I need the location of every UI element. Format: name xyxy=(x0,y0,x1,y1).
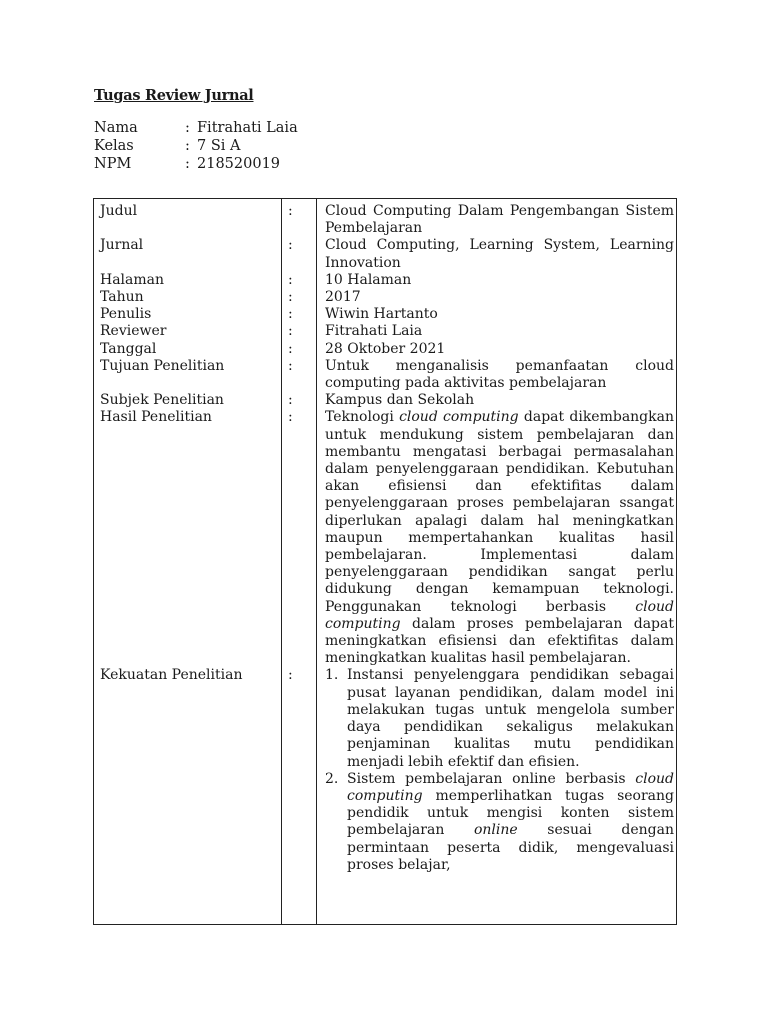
info-separator: : xyxy=(185,156,190,172)
row-label: Jurnal xyxy=(100,237,144,254)
kekuatan-list xyxy=(325,667,674,873)
info-separator: : xyxy=(185,138,190,154)
info-row-kelas xyxy=(94,137,298,155)
row-value: Cloud Computing, Learning System, Learning Innovation xyxy=(325,237,674,271)
row-label: Tahun xyxy=(100,289,144,306)
table-row xyxy=(94,203,676,237)
row-label: Reviewer xyxy=(100,323,167,340)
kekuatan-list-wrap xyxy=(325,667,674,873)
row-colon: : xyxy=(288,289,293,306)
table-row xyxy=(94,289,676,306)
text-run: memperlihatkan tugas seorang pendidik untuk mengisi konten sistem pembelajaran xyxy=(347,787,674,839)
text-run: Sistem pembelajaran online berbasis xyxy=(347,770,636,787)
row-label: Kekuatan Penelitian xyxy=(100,667,243,684)
list-item-text: Instansi penyelenggara pendidikan sebagai pusat layanan pendidikan, dalam model ini melakukan tugas untuk mengelola sumber daya pendidikan sekaligus melakukan penjaminan kualitas mutu pendidikan menjadi lebih efektif dan efisien. xyxy=(347,667,674,770)
hasil-paragraph xyxy=(325,409,674,667)
list-number: 1. xyxy=(325,667,339,684)
italic-term: online xyxy=(473,822,518,839)
table-row-hasil xyxy=(94,409,676,667)
info-row-nama xyxy=(94,119,298,137)
row-label: Subjek Penelitian xyxy=(100,392,224,409)
table-row xyxy=(94,272,676,289)
text-run: dalam proses pembelajaran dapat meningkatkan efisiensi dan efektifitas dalam meningkatkan kualitas hasil pembelajaran. xyxy=(325,615,674,667)
row-colon: : xyxy=(288,667,293,684)
info-separator: : xyxy=(185,120,190,136)
info-row-npm xyxy=(94,155,298,173)
row-value: Kampus dan Sekolah xyxy=(325,392,475,409)
row-colon: : xyxy=(288,203,293,219)
row-label: Judul xyxy=(100,203,138,219)
info-label: NPM xyxy=(94,156,132,172)
row-label: Hasil Penelitian xyxy=(100,409,212,426)
row-label: Halaman xyxy=(100,271,165,288)
table-row xyxy=(94,237,676,271)
row-label: Penulis xyxy=(100,306,152,323)
italic-term: cloud computing xyxy=(347,770,674,804)
info-value: Fitrahati Laia xyxy=(197,120,298,136)
list-item xyxy=(325,667,674,770)
row-value: Untuk menganalisis pemanfaatan cloud computing pada aktivitas pembelajaran xyxy=(325,357,674,392)
row-label: Tujuan Penelitian xyxy=(100,357,225,374)
row-value: Wiwin Hartanto xyxy=(325,306,438,323)
text-run: dapat dikembangkan untuk mendukung sistem pembelajaran dan membantu mengatasi berbagai permasalahan dalam penyelenggaraan pendidikan. Kebutuhan akan efisiensi dan efektifitas dalam penyelenggaraan proses pembelajaran ssangat diperlukan apalagi dalam hal meningkatkan maupun mempertahankan kualitas hasil pembelajaran. Implementasi dalam penyelenggaraan pendidikan sangat perlu didukung dengan kemampuan teknologi. Penggunakan teknologi berbasis xyxy=(325,409,674,615)
row-colon: : xyxy=(288,357,293,374)
italic-term: cloud computing xyxy=(325,598,674,632)
table-row xyxy=(94,323,676,340)
text-run: sesuai dengan permintaan peserta didik, mengevaluasi proses belajar, xyxy=(347,822,674,873)
row-label: Tanggal xyxy=(100,340,157,357)
row-value: Fitrahati Laia xyxy=(325,323,423,340)
row-colon: : xyxy=(288,306,293,323)
info-value: 7 Si A xyxy=(197,138,241,154)
info-label: Nama xyxy=(94,120,138,136)
list-item xyxy=(325,771,674,874)
document-title: Tugas Review Jurnal xyxy=(94,87,254,104)
row-colon: : xyxy=(288,392,293,409)
student-info xyxy=(94,119,298,173)
table-row-kekuatan xyxy=(94,667,676,873)
info-label: Kelas xyxy=(94,138,134,154)
row-colon: : xyxy=(288,409,293,426)
row-value: 10 Halaman xyxy=(325,271,412,288)
table-row xyxy=(94,392,676,409)
table-row xyxy=(94,358,676,392)
list-number: 2. xyxy=(325,770,339,787)
text-run: Teknologi xyxy=(325,409,400,426)
row-value: Cloud Computing Dalam Pengembangan Sistem Pembelajaran xyxy=(325,203,674,237)
row-colon: : xyxy=(288,271,293,288)
row-colon: : xyxy=(288,323,293,340)
table-row xyxy=(94,306,676,323)
list-item-text xyxy=(347,771,674,874)
table-body xyxy=(94,203,676,874)
review-table xyxy=(93,198,677,925)
italic-term: cloud computing xyxy=(399,409,519,426)
info-value: 218520019 xyxy=(197,156,281,172)
row-colon: : xyxy=(288,340,293,357)
row-colon: : xyxy=(288,237,293,254)
row-value: 28 Oktober 2021 xyxy=(325,340,446,357)
table-row xyxy=(94,341,676,358)
row-value: 2017 xyxy=(325,289,361,306)
